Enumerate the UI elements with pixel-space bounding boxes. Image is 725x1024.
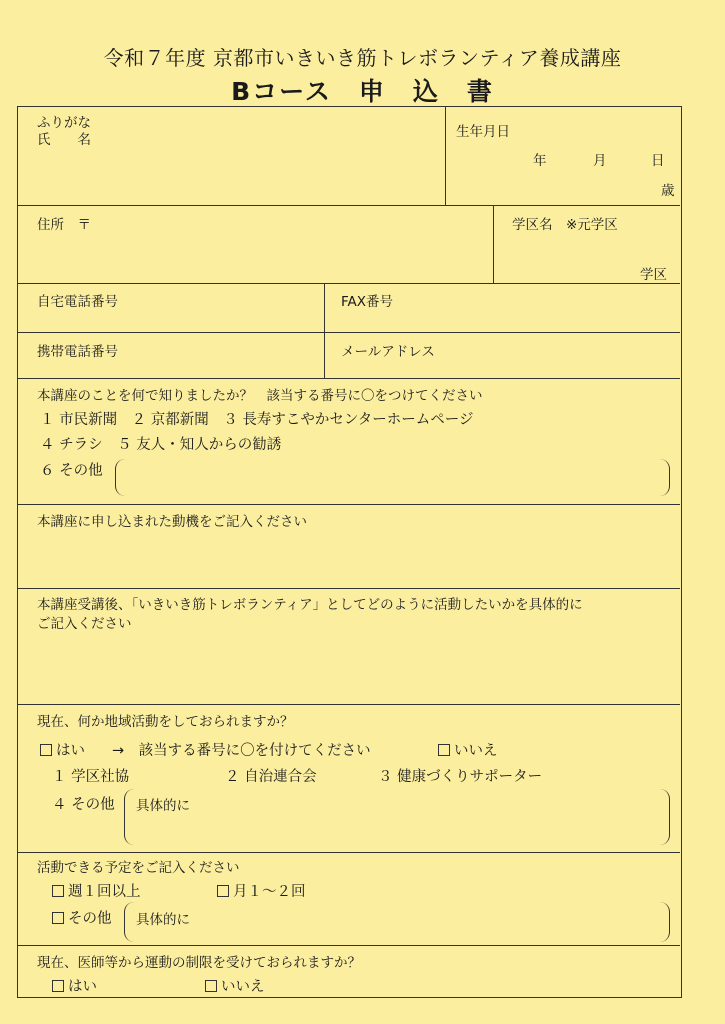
schedule-monthly-checkbox[interactable] [217,885,229,897]
schedule-question: 活動できる予定をご記入ください [37,860,240,876]
mobile-phone-label: 携帯電話番号 [37,344,118,360]
motive-question: 本講座に申し込まれた動機をご記入ください [37,514,307,530]
restriction-no-option[interactable]: いいえ [205,975,265,996]
restriction-no-checkbox[interactable] [205,980,217,992]
schedule-other-checkbox[interactable] [52,912,64,924]
activity-yes-option[interactable]: はい [40,739,85,760]
activity-opt-3: ３ 健康づくりサポーター [378,769,543,785]
activity-instruction: → 該当する番号に〇を付けてください [112,743,371,759]
age-label: 歳 [661,183,675,199]
email-label: メールアドレス [341,344,435,360]
schedule-other-bracket[interactable] [124,902,670,942]
birthdate-label: 生年月日 [456,124,510,140]
schedule-weekly-checkbox[interactable] [52,885,64,897]
activity-specific-label: 具体的に [136,798,190,814]
restriction-yes-checkbox[interactable] [52,980,64,992]
plan-question-line1: 本講座受講後、「いきいき筋トレボランティア」としてどのように活動したいかを具体的に [37,597,583,613]
schedule-specific-label: 具体的に [136,912,190,928]
school-district-unit: 学区 [640,267,667,283]
source-question: 本講座のことを何で知りましたか？ 該当する番号に〇をつけてください [37,388,483,404]
day-label: 日 [651,153,665,169]
restriction-yes-option[interactable]: はい [52,975,97,996]
restriction-question: 現在、医師等から運動の制限を受けておられますか？ [37,955,361,971]
activity-other-bracket[interactable] [124,789,670,845]
form-subtitle: Bコース 申 込 書 [231,77,494,106]
source-options-line2: ４ チラシ ５ 友人・知人からの勧誘 [40,437,282,453]
furigana-label: ふりがな [37,115,91,131]
source-other-bracket[interactable] [115,459,670,496]
plan-question-line2: ご記入ください [37,616,132,632]
form-title: 令和７年度 京都市いきいき筋トレボランティア養成講座 [103,46,622,70]
activity-yes-checkbox[interactable] [40,744,52,756]
application-form [17,106,682,998]
home-phone-label: 自宅電話番号 [37,294,118,310]
year-label: 年 [533,153,547,169]
source-options-line1: １ 市民新聞 ２ 京都新聞 ３ 長寿すこやかセンターホームページ [40,412,474,428]
activity-no-option[interactable]: いいえ [438,739,498,760]
month-label: 月 [593,153,607,169]
address-label: 住所 〒 [37,217,91,233]
activity-opt-1: １ 学区社協 [52,769,130,785]
activity-other-label: ４ その他 [52,797,115,813]
fax-label: FAX番号 [341,294,394,310]
schedule-other-option[interactable]: その他 [52,907,112,928]
activity-opt-2: ２ 自治連合会 [225,769,317,785]
name-label: 氏 名 [37,132,91,148]
schedule-weekly-option[interactable]: 週１回以上 [52,880,141,901]
activity-question: 現在、何か地域活動をしておられますか？ [37,714,294,730]
schedule-monthly-option[interactable]: 月１～２回 [217,880,306,901]
activity-no-checkbox[interactable] [438,744,450,756]
source-other-label: ６ その他 [40,463,103,479]
school-district-label: 学区名 ※元学区 [512,217,618,233]
